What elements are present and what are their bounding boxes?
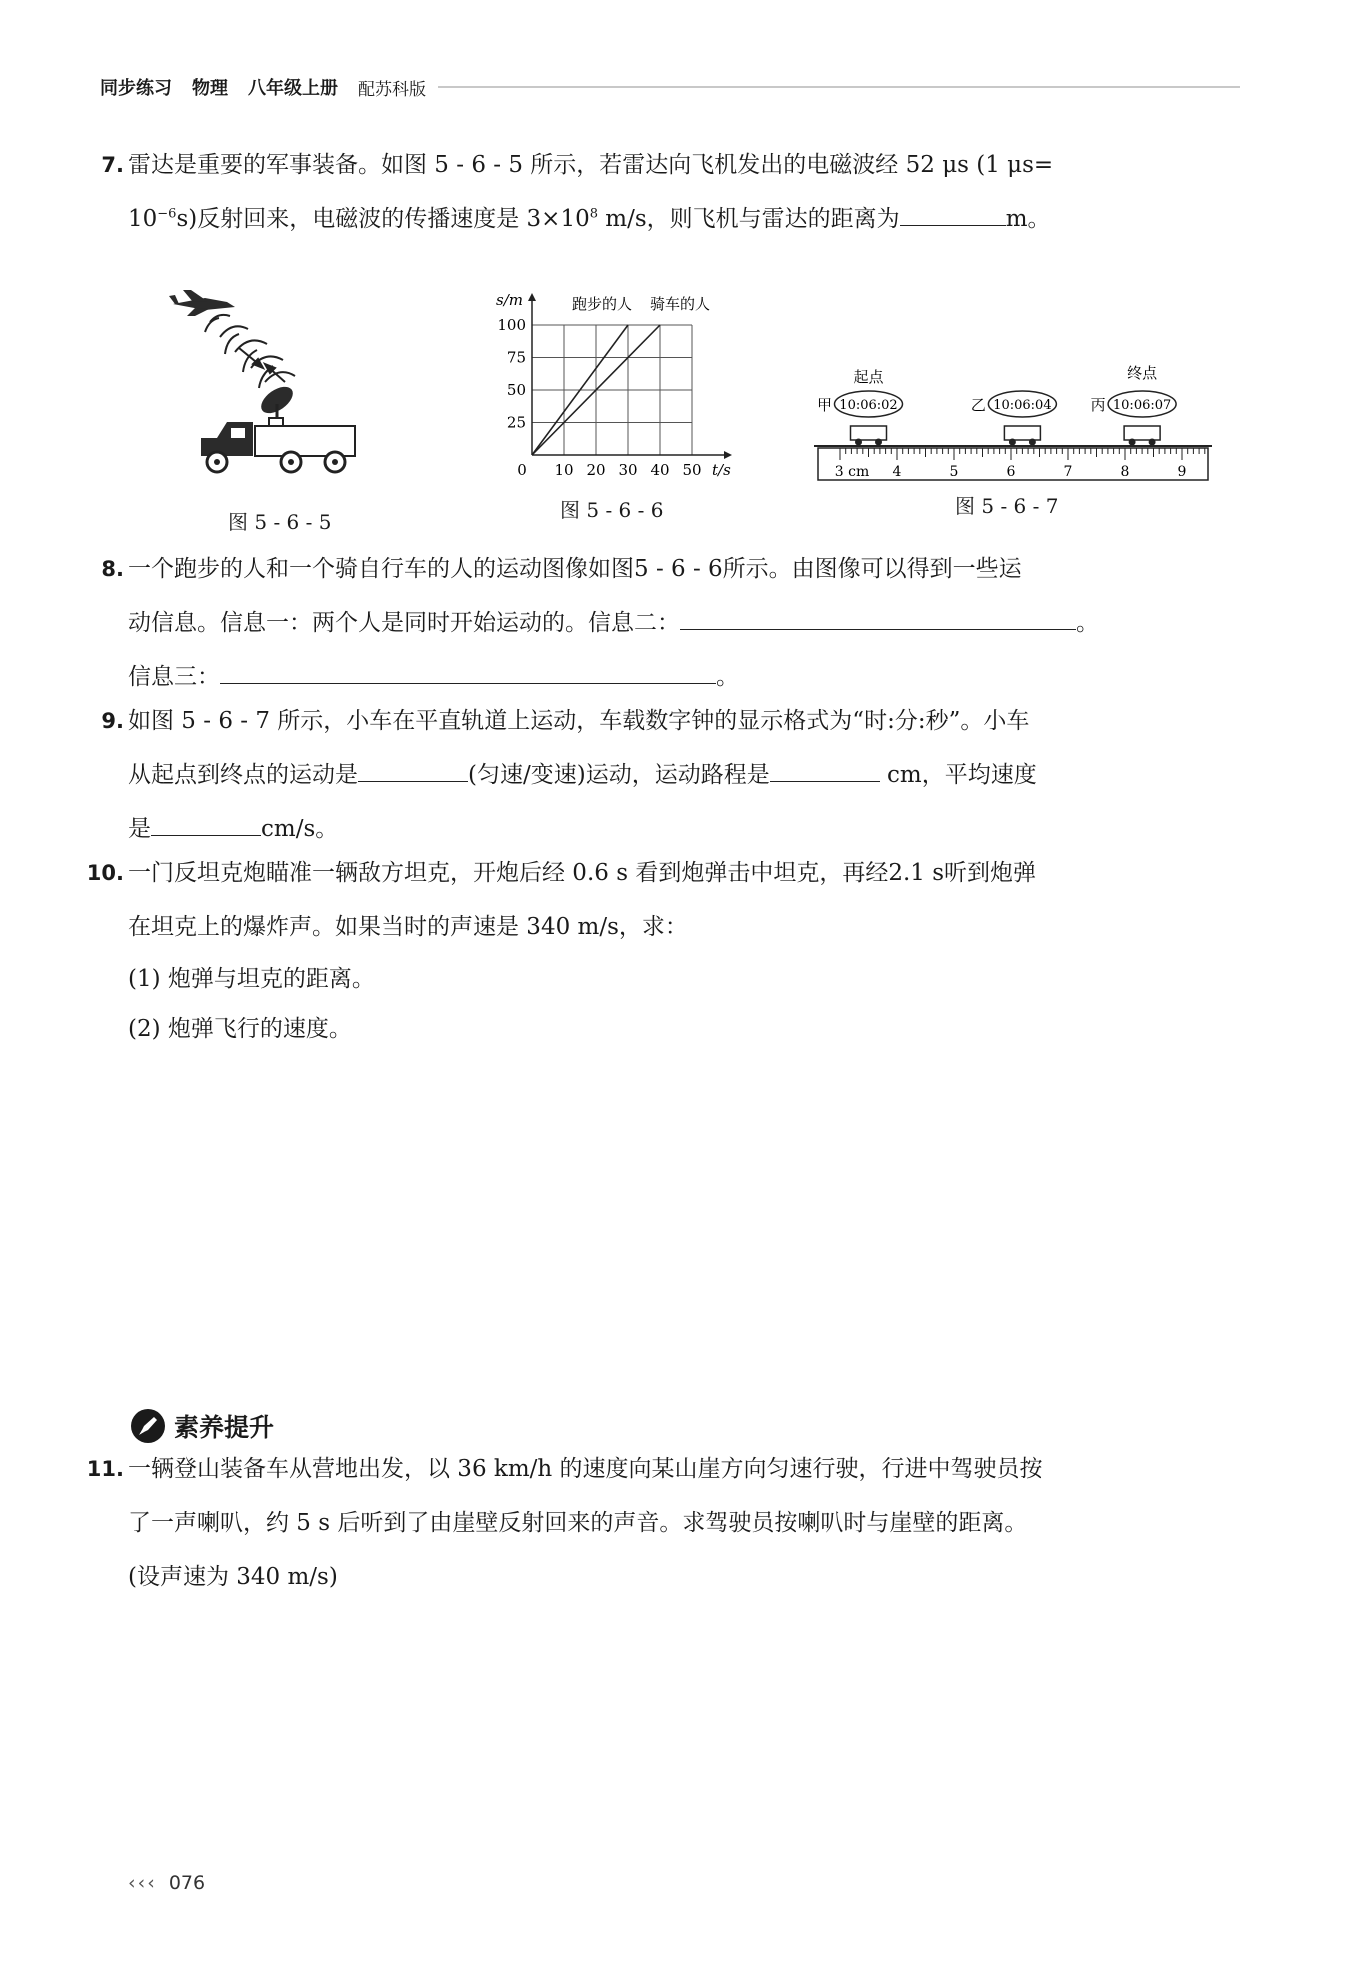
- header-edition: 配苏科版: [358, 79, 426, 100]
- section-title: 素养提升: [174, 1413, 275, 1442]
- question-text-line: 在坦克上的爆炸声。如果当时的声速是 340 m/s，求：: [128, 914, 688, 940]
- ruler-tick-label: 6: [1006, 464, 1016, 480]
- x-axis-label: t/s: [712, 461, 731, 479]
- answer-blank[interactable]: [358, 751, 468, 782]
- radio-waves-icon: [205, 315, 295, 388]
- text-run: 从起点到终点的运动是: [128, 762, 358, 788]
- cart-wheel: [1009, 439, 1016, 446]
- y-tick-label: 50: [506, 381, 526, 399]
- question-text-line: [128, 748, 1248, 802]
- cart-body: [851, 426, 887, 440]
- cart-wheel: [855, 439, 862, 446]
- y-tick-label: 100: [497, 316, 526, 334]
- start-label: 起点: [853, 368, 884, 386]
- question-text-line: [128, 192, 1248, 246]
- y-axis-arrow: [528, 293, 536, 301]
- cart-label: 丙: [1090, 396, 1106, 414]
- cart-body: [1124, 426, 1160, 440]
- header-rule: [438, 86, 1240, 88]
- ruler-tick-label: 7: [1063, 464, 1073, 480]
- header-grade: 八年级上册: [248, 78, 338, 99]
- superscript: −6: [157, 206, 177, 222]
- question-8: [101, 542, 1248, 704]
- carts-on-ruler: [808, 360, 1220, 490]
- x-axis-arrow: [724, 451, 732, 459]
- legend-label-runner: 跑步的人: [572, 295, 633, 313]
- text-run: 10: [128, 206, 158, 232]
- radar-dish-icon: [257, 381, 298, 426]
- clock-time: 10:06:07: [1112, 398, 1172, 413]
- ruler-tick-label: 5: [949, 464, 959, 480]
- x-tick-label: 30: [618, 461, 638, 479]
- question-number: 11.: [86, 1457, 124, 1481]
- page-arrows-icon: ‹‹‹: [128, 1872, 157, 1894]
- text-run: s)反射回来，电磁波的传播速度是 3×10: [176, 206, 590, 232]
- question-11: [86, 1442, 1248, 1604]
- page-footer: [128, 1872, 205, 1894]
- sub-question-2: (2) 炮弹飞行的速度。: [128, 1016, 352, 1042]
- text-run: 是: [128, 816, 151, 842]
- figure-caption: 图 5 - 6 - 7: [955, 494, 1059, 518]
- ruler-tick-label: 9: [1177, 464, 1187, 480]
- ruler-tick-label: 4: [892, 464, 902, 480]
- text-run: (匀速/变速)运动，运动路程是: [468, 762, 770, 788]
- text-run: 。: [1076, 610, 1099, 636]
- text-run: 动信息。信息一：两个人是同时开始运动的。信息二：: [128, 610, 680, 636]
- question-10: [86, 846, 1248, 1054]
- text-run: 。: [716, 664, 739, 690]
- figure-caption: 图 5 - 6 - 6: [560, 498, 664, 522]
- s-t-chart: [488, 285, 748, 480]
- question-text-line: 一门反坦克炮瞄准一辆敌方坦克，开炮后经 0.6 s 看到炮弹击中坦克，再经2.1 s听到炮弹: [128, 860, 1037, 886]
- jet-plane-icon: [169, 290, 235, 316]
- cart-body: [1004, 426, 1040, 440]
- text-run: cm/s。: [261, 816, 339, 842]
- question-text-line: 一个跑步的人和一个骑自行车的人的运动图像如图5 - 6 - 6所示。由图像可以得到一些运: [128, 556, 1022, 582]
- question-7: [101, 138, 1248, 246]
- cart-wheel: [875, 439, 882, 446]
- x-tick-label: 0: [517, 461, 527, 479]
- cart-label: 甲: [816, 396, 833, 414]
- answer-blank[interactable]: [151, 805, 261, 836]
- figure-carts-ruler: [808, 360, 1220, 490]
- radar-truck-icon: [201, 422, 355, 472]
- question-9: [101, 694, 1248, 856]
- text-run: 信息三：: [128, 664, 220, 690]
- legend-label-cyclist: 骑车的人: [650, 295, 711, 313]
- y-tick-label: 75: [506, 348, 526, 367]
- answer-blank[interactable]: [770, 751, 880, 782]
- cart-wheel: [1029, 439, 1036, 446]
- sub-question-1: (1) 炮弹与坦克的距离。: [128, 966, 375, 992]
- x-tick-label: 40: [650, 461, 670, 479]
- end-label: 终点: [1127, 364, 1158, 382]
- ruler-tick-label: 8: [1120, 464, 1130, 480]
- clock-time: 10:06:02: [839, 398, 898, 413]
- question-number: 10.: [86, 861, 124, 885]
- rocket-icon: [130, 1408, 166, 1444]
- figure-caption: 图 5 - 6 - 5: [228, 510, 332, 534]
- text-run: cm，平均速度: [879, 762, 1037, 788]
- question-text-line: 了一声喇叭，约 5 s 后听到了由崖壁反射回来的声音。求驾驶员按喇叭时与崖壁的距离。: [128, 1510, 1028, 1536]
- text-run: m。: [1005, 206, 1051, 232]
- x-tick-label: 10: [554, 461, 574, 479]
- clock-time: 10:06:04: [993, 398, 1052, 413]
- x-tick-label: 50: [682, 461, 702, 479]
- question-text-line: 雷达是重要的军事装备。如图 5 - 6 - 5 所示，若雷达向飞机发出的电磁波经 52 μs (1 μs=: [128, 152, 1054, 178]
- question-number: 8.: [101, 557, 124, 581]
- answer-blank[interactable]: [680, 599, 1076, 630]
- superscript: 8: [589, 206, 598, 222]
- answer-blank[interactable]: [220, 653, 716, 684]
- page-header: [100, 72, 1240, 102]
- page-number: 076: [168, 1872, 206, 1894]
- question-number: 7.: [101, 153, 124, 177]
- question-text-line: (设声速为 340 m/s): [128, 1564, 338, 1590]
- question-text-line: 一辆登山装备车从营地出发，以 36 km/h 的速度向某山崖方向匀速行驶，行进中驾驶员按: [128, 1456, 1043, 1482]
- y-axis-label: s/m: [496, 291, 523, 309]
- question-text-line: 如图 5 - 6 - 7 所示，小车在平直轨道上运动，车载数字钟的显示格式为“时:分:秒”。小车: [128, 708, 1030, 734]
- header-subject: 物理: [192, 78, 228, 99]
- ruler-tick-label: 3 cm: [834, 464, 870, 480]
- question-text-line: [128, 596, 1248, 650]
- figure-radar-plane: [165, 282, 415, 482]
- cart-wheel: [1129, 439, 1136, 446]
- x-tick-label: 20: [586, 461, 606, 479]
- cart-wheel: [1149, 439, 1156, 446]
- cart-label: 乙: [970, 396, 986, 414]
- answer-blank[interactable]: [900, 195, 1006, 226]
- y-tick-label: 25: [506, 413, 526, 432]
- text-run: m/s，则飞机与雷达的距离为: [598, 206, 900, 232]
- figure-chart-s-t: [488, 285, 748, 480]
- question-number: 9.: [101, 709, 124, 733]
- header-series: 同步练习: [100, 78, 172, 99]
- section-heading: [130, 1408, 274, 1444]
